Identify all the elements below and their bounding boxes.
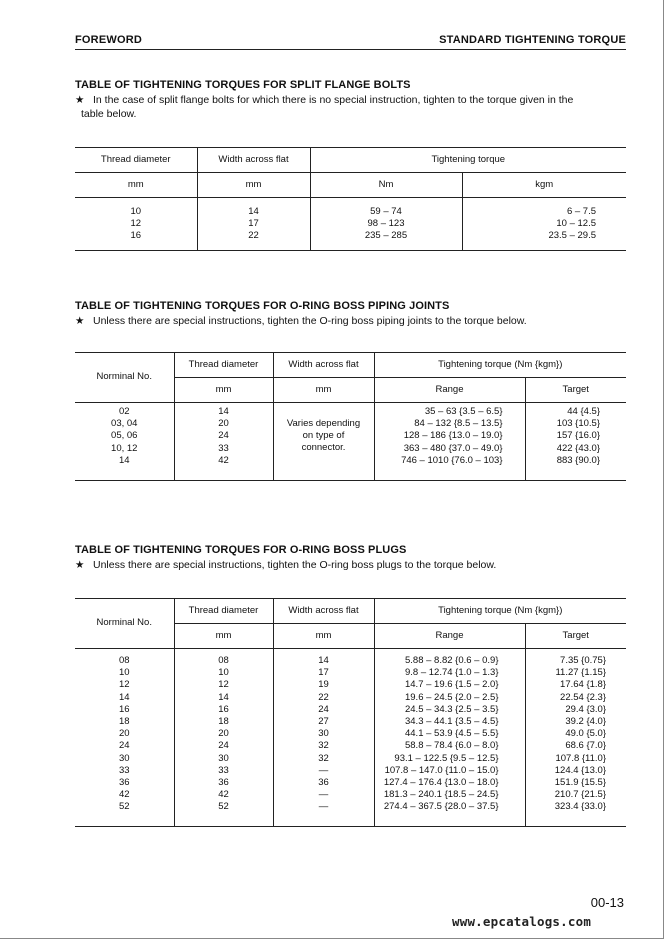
plugs-note-line1: Unless there are special instructions, tighten the O-ring boss plugs to the torque below. xyxy=(93,559,497,571)
range-values xyxy=(374,649,525,827)
target-values xyxy=(525,649,626,827)
cell: 14 xyxy=(218,406,229,417)
cell: 14 xyxy=(218,691,229,703)
plugs-table xyxy=(75,598,626,827)
cell: 93.1 – 122.5 {9.5 – 12.5} xyxy=(394,752,499,764)
cell: 18 xyxy=(118,716,130,728)
cell: 157 {16.0} xyxy=(556,430,601,442)
col-header-torque: Tightening torque xyxy=(310,148,626,173)
cell: 7.35 {0.75} xyxy=(560,655,607,666)
width-values xyxy=(273,403,374,481)
plugs-note xyxy=(75,558,630,572)
cell: 59 – 74 xyxy=(370,205,402,217)
cell: 17 xyxy=(318,667,329,679)
cell: 98 – 123 xyxy=(367,217,405,229)
cell: 30 xyxy=(118,752,130,764)
cell: 107.8 {11.0} xyxy=(555,752,607,764)
cell: 127.4 – 176.4 {13.0 – 18.0} xyxy=(383,777,499,789)
cell: — xyxy=(318,764,329,776)
split-flange-note xyxy=(75,93,630,121)
cell: 33 xyxy=(118,764,130,776)
cell: 9.8 – 12.74 {1.0 – 1.3} xyxy=(404,667,499,679)
cell: 19.6 – 24.5 {2.0 – 2.5} xyxy=(404,691,499,703)
cell: 11.27 {1.15} xyxy=(555,667,607,679)
cell: 52 xyxy=(118,801,130,813)
cell: 34.3 – 44.1 {3.5 – 4.5} xyxy=(404,716,499,728)
cell: 16 xyxy=(130,230,142,242)
col-header-torque: Tightening torque (Nm {kgm}) xyxy=(374,353,626,378)
plugs-title: TABLE OF TIGHTENING TORQUES FOR O-RING BOSS PLUGS xyxy=(75,544,407,556)
cell: 10, 12 xyxy=(111,442,138,454)
cell: 30 xyxy=(218,752,229,764)
split-flange-table xyxy=(75,147,626,251)
unit-kgm: kgm xyxy=(462,173,626,198)
cell: 44.1 – 53.9 {4.5 – 5.5} xyxy=(404,728,499,740)
cell: 422 {43.0} xyxy=(556,442,601,454)
col-header-width: Width across flat xyxy=(273,353,374,378)
cell: 16 xyxy=(118,703,130,715)
cell: 33 xyxy=(218,764,229,776)
page-header xyxy=(75,34,626,50)
cell: 18 xyxy=(218,716,229,728)
cell: 14 xyxy=(248,205,259,217)
cell: 33 xyxy=(218,442,229,454)
unit-thread: mm xyxy=(174,378,273,403)
cell: 68.6 {7.0} xyxy=(565,740,607,752)
watermark-url: www.epcatalogs.com xyxy=(452,914,592,929)
cell: 14.7 – 19.6 {1.5 – 2.0} xyxy=(404,679,499,691)
thread-values xyxy=(75,198,197,251)
cell: 10 – 12.5 xyxy=(556,217,596,229)
cell: 883 {90.0} xyxy=(556,454,601,466)
cell: 08 xyxy=(118,655,130,666)
cell: 124.4 {13.0} xyxy=(554,764,607,776)
star-icon: ★ xyxy=(75,559,85,571)
cell: 36 xyxy=(118,777,130,789)
split-flange-note-line2: table below. xyxy=(81,108,137,120)
cell: 44 {4.5} xyxy=(567,406,601,417)
unit-nm: Nm xyxy=(310,173,462,198)
cell: 42 xyxy=(218,789,229,801)
width-values xyxy=(197,198,310,251)
cell: 274.4 – 367.5 {28.0 – 37.5} xyxy=(383,801,499,813)
cell: 03, 04 xyxy=(111,418,138,430)
unit-width: mm xyxy=(273,624,374,649)
cell: 14 xyxy=(318,655,329,666)
header-topic-title: STANDARD TIGHTENING TORQUE xyxy=(439,34,626,46)
cell: 235 – 285 xyxy=(364,230,408,242)
cell: 17 xyxy=(248,217,259,229)
cell: 746 – 1010 {76.0 – 103} xyxy=(401,454,503,466)
cell: 29.4 {3.0} xyxy=(565,703,607,715)
cell: 103 {10.5} xyxy=(556,418,601,430)
piping-note xyxy=(75,314,630,328)
cell: 42 xyxy=(218,454,229,466)
target-values xyxy=(525,403,626,481)
cell: — xyxy=(318,801,329,813)
unit-thread: mm xyxy=(127,178,144,190)
cell: 20 xyxy=(218,728,229,740)
cell: 10 xyxy=(218,667,229,679)
piping-table xyxy=(75,352,626,481)
split-flange-title: TABLE OF TIGHTENING TORQUES FOR SPLIT FLANGE BOLTS xyxy=(75,79,411,91)
cell: 24 xyxy=(318,703,329,715)
cell: 14 xyxy=(118,454,130,466)
cell: 22 xyxy=(318,691,329,703)
header-target: Target xyxy=(525,624,626,649)
cell: 35 – 63 {3.5 – 6.5} xyxy=(424,406,503,417)
cell: 42 xyxy=(118,789,130,801)
cell: 10 xyxy=(130,205,142,217)
cell: 6 – 7.5 xyxy=(566,205,596,217)
cell: 02 xyxy=(118,406,130,417)
cell: 22.54 {2.3} xyxy=(560,691,607,703)
cell: 58.8 – 78.4 {6.0 – 8.0} xyxy=(404,740,499,752)
cell: 24 xyxy=(118,740,130,752)
cell: 210.7 {21.5} xyxy=(554,789,607,801)
cell: 49.0 {5.0} xyxy=(565,728,607,740)
unit-thread: mm xyxy=(174,624,273,649)
cell: 36 xyxy=(318,777,329,789)
star-icon: ★ xyxy=(75,94,85,106)
col-header-nominal: Norminal No. xyxy=(75,599,174,649)
cell: 24.5 – 34.3 {2.5 – 3.5} xyxy=(404,703,499,715)
piping-note-line1: Unless there are special instructions, tighten the O-ring boss piping joints to the torque below. xyxy=(93,315,527,327)
cell: 20 xyxy=(218,418,229,430)
cell: 08 xyxy=(218,655,229,666)
header-range: Range xyxy=(374,378,525,403)
col-header-torque: Tightening torque (Nm {kgm}) xyxy=(374,599,626,624)
cell: 17.64 {1.8} xyxy=(560,679,607,691)
cell: 30 xyxy=(318,728,329,740)
cell: 05, 06 xyxy=(111,430,138,442)
cell: 24 xyxy=(218,430,229,442)
cell: 323.4 {33.0} xyxy=(554,801,607,813)
cell: Varies depending xyxy=(286,418,361,429)
cell: 24 xyxy=(218,740,229,752)
cell: 52 xyxy=(218,801,229,813)
nominal-values xyxy=(75,403,174,481)
cell: 128 – 186 {13.0 – 19.0} xyxy=(403,430,503,442)
cell: — xyxy=(318,789,329,801)
page-number: 00-13 xyxy=(590,895,624,910)
cell: 107.8 – 147.0 {11.0 – 15.0} xyxy=(384,764,499,776)
cell: 363 – 480 {37.0 – 49.0} xyxy=(403,442,503,454)
kgm-values xyxy=(462,198,626,251)
range-values xyxy=(374,403,525,481)
thread-values xyxy=(174,649,273,827)
unit-width: mm xyxy=(273,378,374,403)
cell: 16 xyxy=(218,703,229,715)
col-header-width: Width across flat xyxy=(197,148,310,173)
cell: 20 xyxy=(118,728,130,740)
cell: 84 – 132 {8.5 – 13.5} xyxy=(414,418,503,430)
cell: 12 xyxy=(130,217,142,229)
header-section-title: FOREWORD xyxy=(75,34,142,46)
split-flange-note-line1: In the case of split flange bolts for which there is no special instruction, tighten to the torque given in the xyxy=(93,94,574,106)
cell: on type of xyxy=(302,430,345,442)
col-header-nominal: Norminal No. xyxy=(75,353,174,403)
cell: 22 xyxy=(248,230,259,242)
cell: 23.5 – 29.5 xyxy=(548,230,596,242)
cell: 36 xyxy=(218,777,229,789)
cell: 10 xyxy=(118,667,130,679)
cell: 12 xyxy=(218,679,229,691)
cell: 181.3 – 240.1 {18.5 – 24.5} xyxy=(383,789,499,801)
cell: 32 xyxy=(318,752,329,764)
cell: 12 xyxy=(118,679,130,691)
nominal-values xyxy=(75,649,174,827)
nm-values xyxy=(310,198,462,251)
width-values xyxy=(273,649,374,827)
cell: 19 xyxy=(318,679,329,691)
header-target: Target xyxy=(525,378,626,403)
header-range: Range xyxy=(374,624,525,649)
thread-values xyxy=(174,403,273,481)
cell: 39.2 {4.0} xyxy=(565,716,607,728)
unit-width: mm xyxy=(197,173,310,198)
cell: 32 xyxy=(318,740,329,752)
col-header-thread: Thread diameter xyxy=(100,153,171,165)
col-header-thread: Thread diameter xyxy=(174,599,273,624)
piping-title: TABLE OF TIGHTENING TORQUES FOR O-RING BOSS PIPING JOINTS xyxy=(75,300,450,312)
col-header-thread: Thread diameter xyxy=(174,353,273,378)
star-icon: ★ xyxy=(75,315,85,327)
col-header-width: Width across flat xyxy=(273,599,374,624)
cell: 27 xyxy=(318,716,329,728)
cell: 5.88 – 8.82 {0.6 – 0.9} xyxy=(404,655,499,666)
cell: 14 xyxy=(118,691,130,703)
cell: 151.9 {15.5} xyxy=(554,777,607,789)
cell: connector. xyxy=(301,442,346,454)
